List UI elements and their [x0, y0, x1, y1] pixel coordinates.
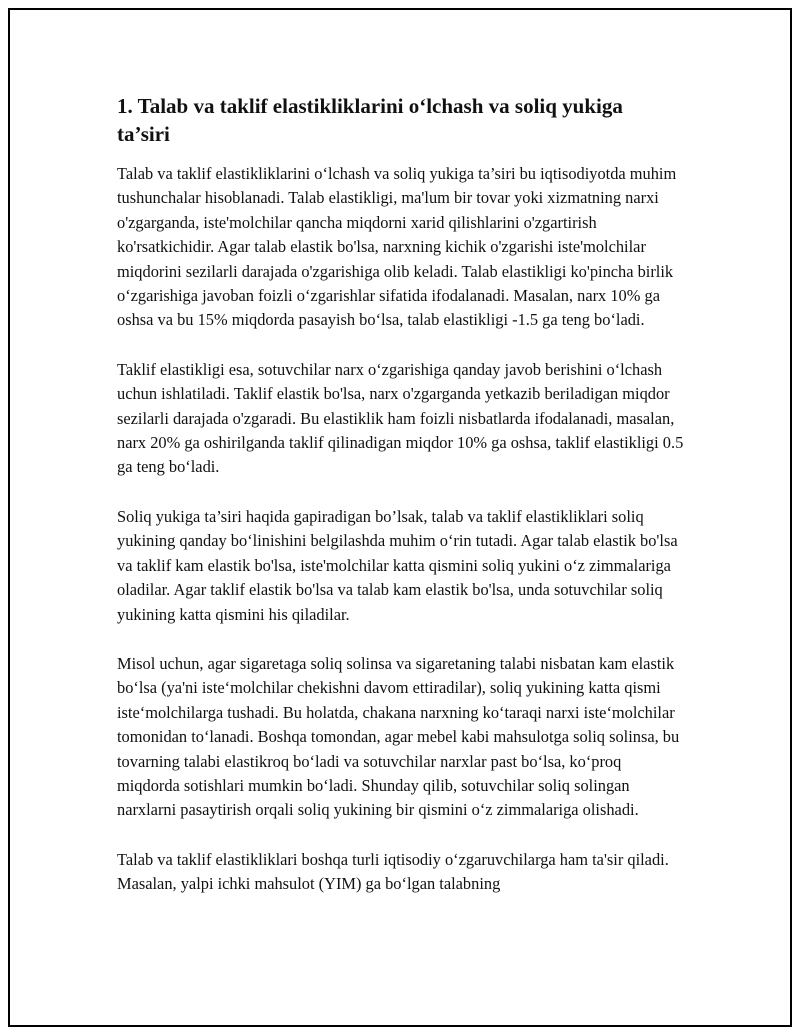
paragraph-2: Taklif elastikligi esa, sotuvchilar narx o‘zgarishiga qanday javob berishini o‘lchash uchun ishlatiladi. Taklif elastik bo'lsa, narx o'zgarganda yetkazib beriladigan miqdor sezilarli darajada o'zgaradi. Bu elastiklik ham foizli nisbatlarda ifodalanadi, masalan, narx 20% ga oshirilganda taklif qilinadigan miqdor 10% ga oshsa, taklif elastikligi 0.5 ga teng bo‘ladi.: [117, 359, 684, 477]
document-body: [117, 92, 687, 922]
paragraph-3: Soliq yukiga ta’siri haqida gapiradigan bo’lsak, talab va taklif elastikliklari soliq yukining qanday bo‘linishini belgilashda muhim o‘rin tutadi. Agar talab elastik bo'lsa va taklif kam elastik bo'lsa, iste'molchilar katta qismini soliq yukini o‘z zimmalariga oladilar. Agar taklif elastik bo'lsa va talab kam elastik bo'lsa, unda sotuvchilar soliq yukining katta qismini his qiladilar.: [117, 506, 678, 624]
section-title: 1. Talab va taklif elastikliklarini o‘lchash va soliq yukiga ta’siri: [117, 94, 623, 146]
paragraph-4: Misol uchun, agar sigaretaga soliq solinsa va sigaretaning talabi nisbatan kam elastik bo‘lsa (ya'ni iste‘molchilar chekishni davom ettiradilar), soliq yukining katta qismi iste‘molchilarga tushadi. Bu holatda, chakana narxning ko‘taraqi narxi iste‘molchilar tomonidan to‘lanadi. Boshqa tomondan, agar mebel kabi mahsulotga soliq solinsa, bu tovarning talabi elastikroq bo‘ladi va sotuvchilar narxlar past bo‘lsa, ko‘proq miqdorda sotishlari mumkin bo‘ladi. Shunday qilib, sotuvchilar soliq solingan narxlarni pasaytirish orqali soliq yukining bir qismini o‘z zimmalariga olishadi.: [117, 653, 680, 820]
paragraph-1: Talab va taklif elastikliklarini o‘lchash va soliq yukiga ta’siri bu iqtisodiyotda muhim tushunchalar hisoblanadi. Talab elastikligi, ma'lum bir tovar yoki xizmatning narxi o'zgarganda, iste'molchilar qancha miqdorni xarid qilishlarini o'zgartirish ko'rsatkichidir. Agar talab elastik bo'lsa, narxning kichik o'zgarishi iste'molchilar miqdorini sezilarli darajada o'zgarishiga olib keladi. Talab elastikligi ko'pincha birlik o‘zgarishiga javoban foizli o‘zgarishlar sifatida ifodalanadi. Masalan, narx 10% ga oshsa va bu 15% miqdorda pasayish bo‘lsa, talab elastikligi -1.5 ga teng bo‘ladi.: [117, 164, 677, 330]
paragraph-5: Talab va taklif elastikliklari boshqa turli iqtisodiy o‘zgaruvchilarga ham ta'sir qiladi. Masalan, yalpi ichki mahsulot (YIM) ga bo‘lgan talabning: [117, 849, 669, 894]
